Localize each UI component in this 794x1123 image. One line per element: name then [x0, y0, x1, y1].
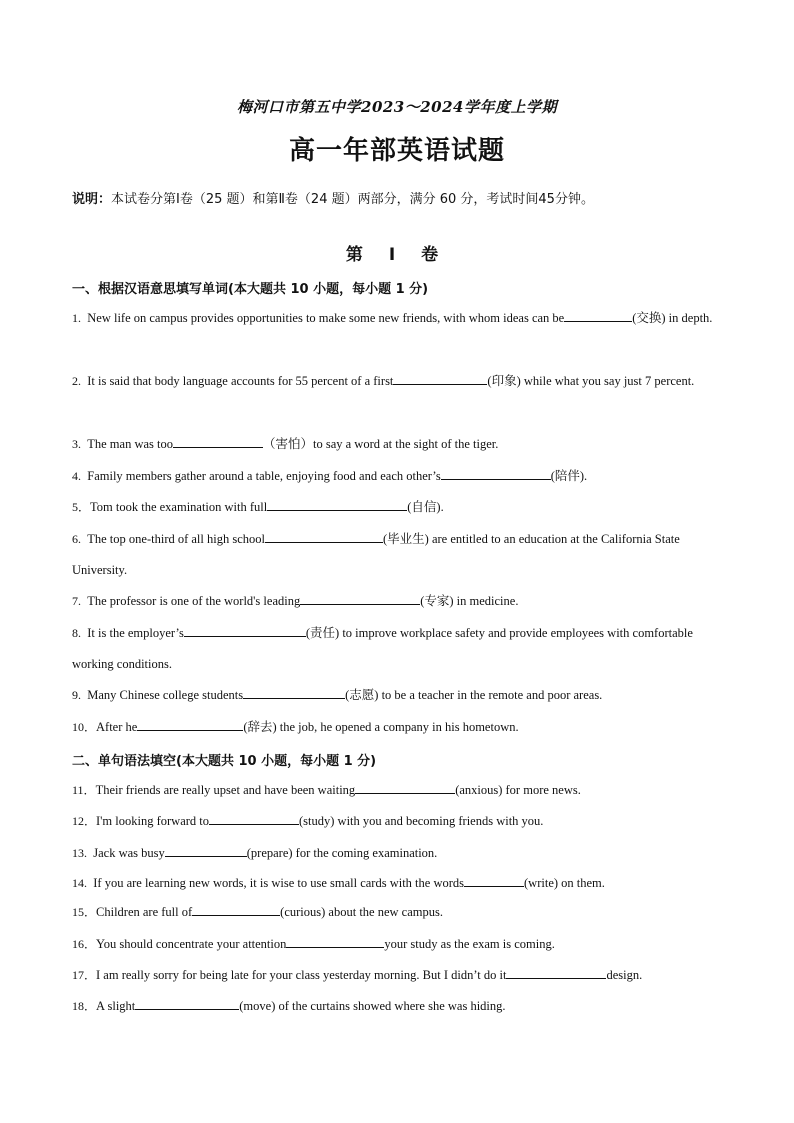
- answer-blank[interactable]: [393, 372, 487, 385]
- question-text: Family members gather around a table, enjoying food and each other’s: [87, 469, 441, 483]
- section-2-heading: 二、单句语法填空(本大题共 10 小题，每小题 1 分): [72, 754, 377, 769]
- question-text: If you are learning new words, it is wise to use small cards with the words: [93, 876, 465, 890]
- question-number: 5．: [72, 500, 91, 514]
- part-heading: 第 Ⅰ 卷: [345, 245, 449, 265]
- question-text: (专家) in medicine.: [420, 594, 519, 608]
- question-text: (交换) in depth.: [632, 311, 713, 325]
- answer-blank[interactable]: [564, 309, 632, 322]
- question-number: 17．: [72, 968, 97, 982]
- question-text: A slight: [96, 999, 136, 1013]
- question-15: [72, 897, 722, 928]
- question-number: 11．: [72, 783, 96, 797]
- question-13: [72, 838, 722, 869]
- question-number: 18．: [72, 999, 97, 1013]
- question-text: It is the employer’s: [87, 626, 184, 640]
- answer-blank[interactable]: [192, 903, 280, 916]
- question-number: 1.: [72, 311, 81, 325]
- question-number: 16．: [72, 937, 97, 951]
- question-text: (curious) about the new campus.: [280, 905, 443, 919]
- answer-blank[interactable]: [286, 935, 384, 948]
- answer-blank[interactable]: [355, 781, 455, 794]
- question-text: It is said that body language accounts for 55 percent of a first: [87, 374, 394, 388]
- question-text: (陪伴).: [550, 469, 588, 483]
- answer-blank[interactable]: [209, 812, 299, 825]
- answer-blank[interactable]: [184, 624, 306, 637]
- question-11: [72, 775, 722, 806]
- question-number: 6.: [72, 532, 81, 546]
- question-4: [72, 461, 722, 492]
- question-text: (自信).: [407, 500, 444, 514]
- question-8: [72, 618, 722, 680]
- answer-blank[interactable]: [300, 592, 420, 605]
- exam-title: 高一年部英语试题: [288, 136, 505, 166]
- question-text: Jack was busy: [93, 846, 165, 860]
- answer-blank[interactable]: [165, 844, 247, 857]
- question-text: （害怕）to say a word at the sight of the tiger.: [263, 437, 499, 451]
- question-text: I'm looking forward to: [96, 814, 210, 828]
- question-text: Tom took the examination with full: [90, 500, 268, 514]
- question-text: I am really sorry for being late for your class yesterday morning. But I didn’t do it: [96, 968, 507, 982]
- question-7: [72, 586, 722, 617]
- question-number: 13.: [72, 846, 87, 860]
- question-14: [72, 868, 722, 899]
- answer-blank[interactable]: [506, 966, 606, 979]
- answer-blank[interactable]: [464, 874, 524, 887]
- question-number: 3.: [72, 437, 81, 451]
- question-number: 14.: [72, 876, 87, 890]
- question-number: 15．: [72, 905, 97, 919]
- answer-blank[interactable]: [173, 435, 263, 448]
- instructions-label: 说明：: [72, 192, 112, 207]
- question-number: 10．: [72, 720, 97, 734]
- question-16: [72, 929, 722, 960]
- question-number: 12．: [72, 814, 97, 828]
- question-text: (辞去) the job, he opened a company in his hometown.: [243, 720, 519, 734]
- question-text: The top one-third of all high school: [87, 532, 265, 546]
- question-text: (study) with you and becoming friends with you.: [299, 814, 544, 828]
- question-number: 4.: [72, 469, 81, 483]
- answer-blank[interactable]: [137, 718, 243, 731]
- question-text: design.: [606, 968, 643, 982]
- question-18: [72, 991, 722, 1022]
- question-text: You should concentrate your attention: [96, 937, 287, 951]
- question-text: (毕业生) are entitled to an education at the California State University.: [72, 532, 680, 577]
- question-2: [72, 366, 722, 397]
- question-text: After he: [96, 720, 138, 734]
- question-number: 2.: [72, 374, 81, 388]
- question-text: your study as the exam is coming.: [384, 937, 555, 951]
- question-text: (印象) while what you say just 7 percent.: [487, 374, 695, 388]
- question-text: (move) of the curtains showed where she was hiding.: [239, 999, 506, 1013]
- question-5: [72, 492, 722, 523]
- question-1: [72, 303, 722, 334]
- answer-blank[interactable]: [265, 530, 383, 543]
- question-6: [72, 524, 722, 586]
- answer-blank[interactable]: [243, 686, 345, 699]
- question-text: The man was too: [87, 437, 173, 451]
- question-text: The professor is one of the world's leading: [87, 594, 301, 608]
- instructions-text: 本试卷分第Ⅰ卷（25 题）和第Ⅱ卷（24 题）两部分，满分 60 分，考试时间45分钟。: [111, 192, 594, 207]
- question-3: [72, 429, 722, 460]
- question-text: Their friends are really upset and have been waiting: [95, 783, 356, 797]
- question-text: New life on campus provides opportunities to make some new friends, with whom ideas can be: [87, 311, 565, 325]
- answer-blank[interactable]: [135, 997, 239, 1010]
- question-text: Many Chinese college students: [87, 688, 244, 702]
- question-9: [72, 680, 722, 711]
- instructions: [72, 188, 732, 207]
- question-text: (责任) to improve workplace safety and provide employees with comfortable working conditions.: [72, 626, 693, 671]
- question-10: [72, 712, 722, 743]
- question-12: [72, 806, 722, 837]
- question-number: 7.: [72, 594, 81, 608]
- question-text: (志愿) to be a teacher in the remote and poor areas.: [345, 688, 603, 702]
- question-text: Children are full of: [96, 905, 193, 919]
- school-header: 梅河口市第五中学2023～2024学年度上学期: [237, 98, 557, 116]
- question-number: 8.: [72, 626, 81, 640]
- question-17: [72, 960, 722, 991]
- question-text: (write) on them.: [524, 876, 605, 890]
- question-text: (prepare) for the coming examination.: [246, 846, 438, 860]
- section-1-heading: 一、根据汉语意思填写单词(本大题共 10 小题，每小题 1 分): [72, 282, 429, 297]
- answer-blank[interactable]: [441, 467, 551, 480]
- question-number: 9.: [72, 688, 81, 702]
- question-text: (anxious) for more news.: [455, 783, 581, 797]
- answer-blank[interactable]: [267, 498, 407, 511]
